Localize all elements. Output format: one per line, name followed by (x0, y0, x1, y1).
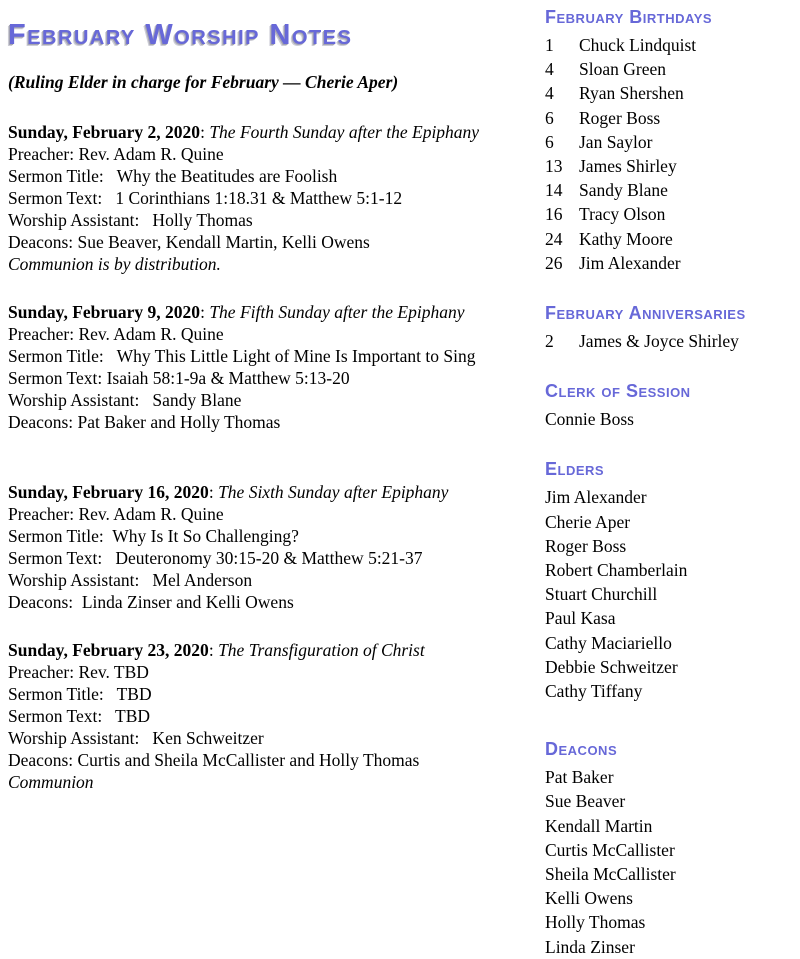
deacon-name: Kendall Martin (545, 815, 653, 836)
service-date-separator: : (208, 640, 219, 660)
birthday-day: 1 (545, 35, 554, 55)
birthday-name: Sandy Blane (579, 180, 668, 201)
service-date-separator: : (200, 122, 210, 142)
service-detail-lines (8, 503, 528, 613)
elder-name: Robert Chamberlain (545, 560, 688, 581)
birthday-name: Chuck Lindquist (579, 35, 697, 55)
service-block (8, 639, 528, 793)
service-block (8, 121, 528, 275)
birthday-day: 6 (545, 107, 554, 128)
birthday-row (545, 251, 797, 275)
birthday-name: Roger Boss (579, 107, 661, 128)
birthday-name: Sloan Green (579, 59, 666, 80)
service-detail-line: Sermon Text: Deuteronomy 30:15-20 & Matthew 5:21-37 (8, 548, 423, 568)
service-detail-line: Preacher: Rev. Adam R. Quine (8, 144, 224, 164)
anniversary-row (545, 329, 797, 353)
service-date: Sunday, February 16, 2020 (8, 482, 209, 502)
deacons-section (545, 738, 797, 959)
service-detail-lines (8, 143, 528, 253)
anniversary-name: James & Joyce Shirley (579, 331, 739, 352)
anniversaries-section (545, 302, 797, 353)
page-title: February Worship Notes (8, 19, 353, 51)
birthday-name: Tracy Olson (579, 204, 666, 225)
clerk-section (545, 380, 797, 431)
clerk-name: Connie Boss (545, 409, 634, 430)
service-date: Sunday, February 2, 2020 (8, 122, 201, 142)
elder-name: Cathy Tiffany (545, 681, 643, 702)
birthday-row (545, 33, 797, 57)
birthday-row (545, 81, 797, 105)
service-detail-line: Worship Assistant: Ken Schweitzer (8, 728, 264, 748)
service-detail-line: Sermon Text: Isaiah 58:1-9a & Matthew 5:13-20 (8, 368, 350, 388)
service-date: Sunday, February 9, 2020 (8, 302, 201, 322)
service-detail-line: Worship Assistant: Holly Thomas (8, 210, 253, 230)
elders-section (545, 458, 797, 703)
service-date: Sunday, February 23, 2020 (8, 640, 209, 660)
birthday-day: 24 (545, 228, 563, 249)
birthday-name: Jim Alexander (579, 252, 681, 273)
elder-name: Debbie Schweitzer (545, 656, 678, 677)
communion-note: Communion (8, 772, 94, 792)
deacon-name: Kelli Owens (545, 888, 633, 909)
service-detail-line: Sermon Text: TBD (8, 706, 151, 726)
elder-name: Paul Kasa (545, 608, 616, 629)
deacon-name: Sheila McCallister (545, 864, 676, 885)
birthdays-list (545, 33, 797, 275)
service-detail-line: Preacher: Rev. Adam R. Quine (8, 504, 224, 524)
ruling-elder-note: (Ruling Elder in charge for February — Cherie Aper) (8, 72, 399, 92)
clerk-list (545, 407, 797, 431)
service-detail-line: Deacons: Linda Zinser and Kelli Owens (8, 592, 294, 612)
birthday-row (545, 130, 797, 154)
service-detail-line: Preacher: Rev. TBD (8, 662, 149, 682)
service-detail-line: Deacons: Curtis and Sheila McCallister and Holly Thomas (8, 750, 420, 770)
deacon-name: Pat Baker (545, 767, 614, 788)
birthdays-heading: February Birthdays (545, 7, 713, 27)
elder-name: Roger Boss (545, 535, 627, 556)
service-heading (8, 639, 528, 661)
deacon-name: Holly Thomas (545, 912, 646, 933)
service-heading (8, 301, 528, 323)
birthday-name: Jan Saylor (579, 131, 653, 152)
deacons-list (545, 765, 797, 959)
service-heading (8, 481, 528, 503)
service-detail-line: Sermon Title: Why the Beatitudes are Foolish (8, 166, 338, 186)
worship-notes-column (8, 0, 528, 793)
birthday-row (545, 178, 797, 202)
service-list (8, 121, 528, 793)
birthday-name: Kathy Moore (579, 228, 673, 249)
deacons-heading: Deacons (545, 739, 618, 760)
birthday-name: Ryan Shershen (579, 83, 684, 104)
elder-name: Jim Alexander (545, 487, 647, 508)
service-detail-line: Sermon Title: Why This Little Light of Mine Is Important to Sing (8, 346, 476, 366)
service-detail-line: Worship Assistant: Mel Anderson (8, 570, 253, 590)
service-liturgical-title: The Sixth Sunday after Epiphany (218, 482, 449, 502)
birthday-name: James Shirley (579, 156, 677, 177)
birthday-row (545, 57, 797, 81)
anniversaries-list (545, 329, 797, 353)
birthday-day: 4 (545, 83, 554, 104)
elder-name: Cathy Maciariello (545, 632, 672, 653)
service-detail-line: Sermon Text: 1 Corinthians 1:18.31 & Matthew 5:1-12 (8, 188, 403, 208)
service-detail-lines (8, 661, 528, 771)
birthday-day: 13 (545, 156, 563, 177)
birthday-day: 14 (545, 180, 563, 201)
elder-name: Stuart Churchill (545, 584, 658, 605)
service-heading (8, 121, 528, 143)
service-detail-line: Deacons: Sue Beaver, Kendall Martin, Kelli Owens (8, 232, 370, 252)
service-block (8, 301, 528, 433)
service-detail-line: Sermon Title: TBD (8, 684, 152, 704)
anniversaries-heading: February Anniversaries (545, 303, 746, 324)
service-detail-line: Worship Assistant: Sandy Blane (8, 390, 242, 410)
elders-heading: Elders (545, 459, 605, 480)
birthday-row (545, 227, 797, 251)
service-detail-line: Sermon Title: Why Is It So Challenging? (8, 526, 299, 546)
service-detail-line: Deacons: Pat Baker and Holly Thomas (8, 412, 281, 432)
communion-note: Communion is by distribution. (8, 254, 221, 274)
clerk-heading: Clerk of Session (545, 381, 691, 402)
service-date-separator: : (208, 482, 219, 502)
service-date-separator: : (200, 302, 210, 322)
elder-name: Cherie Aper (545, 511, 631, 532)
birthdays-section (545, 0, 797, 275)
service-liturgical-title: The Transfiguration of Christ (218, 640, 425, 660)
service-detail-line: Preacher: Rev. Adam R. Quine (8, 324, 224, 344)
service-block (8, 481, 528, 613)
birthday-day: 26 (545, 252, 563, 273)
birthday-day: 6 (545, 131, 554, 152)
birthday-row (545, 154, 797, 178)
birthday-row (545, 202, 797, 226)
deacon-name: Linda Zinser (545, 936, 635, 957)
birthday-row (545, 106, 797, 130)
deacon-name: Sue Beaver (545, 791, 626, 812)
birthday-day: 4 (545, 59, 554, 80)
service-liturgical-title: The Fifth Sunday after the Epiphany (209, 302, 465, 322)
birthday-day: 16 (545, 204, 563, 225)
anniversary-day: 2 (545, 331, 554, 352)
service-liturgical-title: The Fourth Sunday after the Epiphany (209, 122, 480, 142)
deacon-name: Curtis McCallister (545, 839, 675, 860)
elders-list (545, 485, 797, 703)
directory-column (545, 0, 797, 959)
service-detail-lines (8, 323, 528, 433)
